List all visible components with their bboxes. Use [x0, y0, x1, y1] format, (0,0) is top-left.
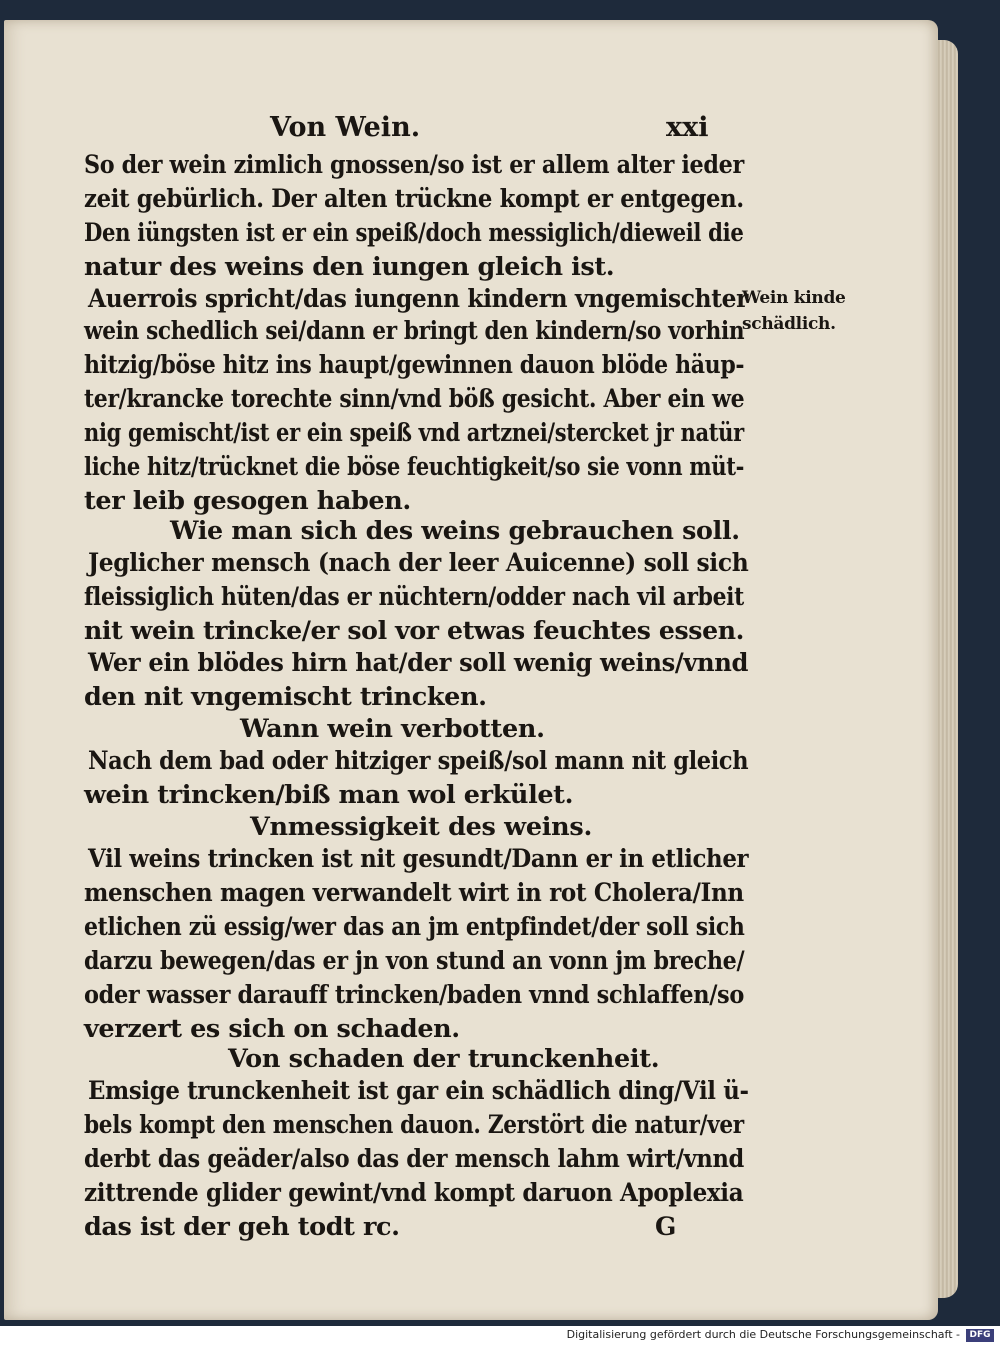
- text-line: Emsige trunckenheit ist gar ein schädlich ding/Vil ü-: [88, 1076, 749, 1106]
- text-line: Den iüngsten ist er ein speiß/doch messiglich/dieweil die: [84, 218, 744, 248]
- text-line: etlichen zü essig/wer das an jm entpfindet/der soll sich: [84, 912, 745, 942]
- section-heading: Vnmessigkeit des weins.: [250, 812, 593, 842]
- text-line: Nach dem bad oder hitziger speiß/sol mann nit gleich: [88, 746, 749, 776]
- text-line: zittrende glider gewint/vnd kompt daruon Apoplexia: [84, 1178, 744, 1208]
- text-line: Auerrois spricht/das iungenn kindern vngemischter: [88, 284, 749, 314]
- section-heading: Von schaden der trunckenheit.: [228, 1044, 660, 1074]
- signature-mark: G: [655, 1212, 677, 1241]
- footer-credit: Digitalisierung gefördert durch die Deutsche Forschungsgemeinschaft -: [566, 1328, 960, 1341]
- text-line: darzu bewegen/das er jn von stund an vonn jm breche/: [84, 946, 745, 976]
- text-line: hitzig/böse hitz ins haupt/gewinnen dauon blöde häup-: [84, 350, 745, 380]
- text-line: fleissiglich hüten/das er nüchtern/odder nach vil arbeit: [84, 582, 744, 612]
- text-line: wein schedlich sei/dann er bringt den kindern/so vorhin: [84, 316, 745, 346]
- text-line: ter leib gesogen haben.: [84, 486, 411, 516]
- text-line: den nit vngemischt trincken.: [84, 682, 487, 712]
- text-line: liche hitz/trücknet die böse feuchtigkeit/so sie vonn müt-: [84, 452, 745, 482]
- footer-bar: [0, 1326, 1000, 1345]
- text-line: zeit gebürlich. Der alten trückne kompt er entgegen.: [84, 184, 744, 214]
- dfg-logo: DFG: [966, 1329, 994, 1342]
- text-line: verzert es sich on schaden.: [84, 1014, 460, 1044]
- text-line: natur des weins den iungen gleich ist.: [84, 252, 615, 282]
- text-line: Vil weins trincken ist nit gesundt/Dann er in etlicher: [88, 844, 749, 874]
- text-line: nig gemischt/ist er ein speiß vnd artznei/stercket jr natür: [84, 418, 744, 448]
- text-line: menschen magen verwandelt wirt in rot Cholera/Inn: [84, 878, 744, 908]
- text-line: nit wein trincke/er sol vor etwas feuchtes essen.: [84, 616, 744, 646]
- running-title: Von Wein.: [270, 112, 421, 143]
- text-line: Wer ein blödes hirn hat/der soll wenig weins/vnnd: [88, 648, 749, 678]
- text-line: wein trincken/biß man wol erkület.: [84, 780, 574, 810]
- section-heading: Wie man sich des weins gebrauchen soll.: [170, 516, 740, 546]
- section-heading: Wann wein verbotten.: [240, 714, 545, 744]
- text-line: das ist der geh todt rc.: [84, 1212, 400, 1242]
- text-line: ter/krancke torechte sinn/vnd böß gesicht. Aber ein we: [84, 384, 745, 414]
- text-line: oder wasser darauff trincken/baden vnnd schlaffen/so: [84, 980, 744, 1010]
- text-line: So der wein zimlich gnossen/so ist er allem alter ieder: [84, 150, 744, 180]
- text-line: bels kompt den menschen dauon. Zerstört die natur/ver: [84, 1110, 744, 1140]
- margin-note-line-2: schädlich.: [742, 314, 836, 334]
- margin-note-line-1: Wein kinde: [742, 288, 846, 308]
- text-line: Jeglicher mensch (nach der leer Auicenne) soll sich: [88, 548, 749, 578]
- folio-number: xxi: [666, 112, 709, 143]
- text-line: derbt das geäder/also das der mensch lahm wirt/vnnd: [84, 1144, 744, 1174]
